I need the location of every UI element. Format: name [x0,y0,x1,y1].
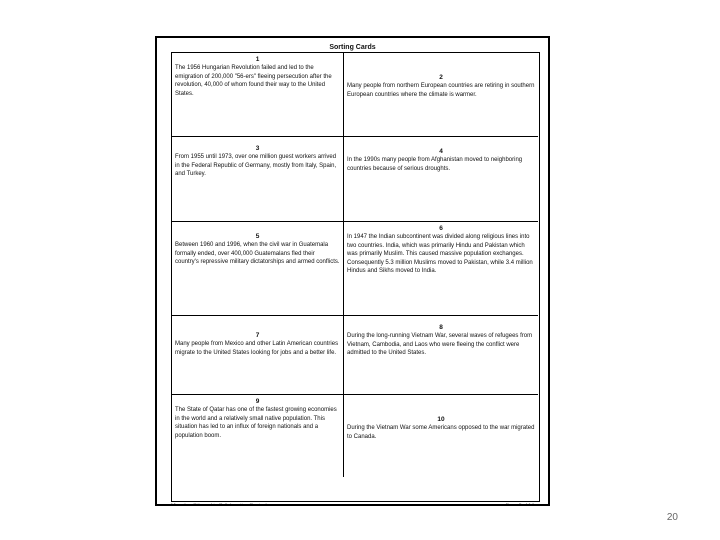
sorting-card-8 [344,316,538,395]
card-number: 2 [439,74,443,81]
card-text: The State of Qatar has one of the fastest growing economies in the world and a relatively small native population. This situation has led to an influx of foreign nationals and a population boom. [175,407,337,439]
card-number: 9 [255,398,260,405]
sorting-card-9 [172,395,344,477]
card-text: Many people from northern European countries are retiring in southern European countries where the climate is warmer. [347,83,535,98]
document-title: Sorting Cards [329,44,376,51]
card-number: 1 [255,56,260,63]
footer-page-text: Page 2 of 14 [505,503,534,506]
card-number: 8 [439,324,443,331]
sorting-card-5 [172,222,344,316]
document-page [155,36,550,506]
card-number: 3 [255,145,260,152]
card-text: During the long-running Vietnam War, several waves of refugees from Vietnam, Cambodia, and Laos who were fleeing the conflict were admitted to the United States. [347,333,533,357]
card-text: The 1956 Hungarian Revolution failed and led to the emigration of 200,000 "56-ers" fleeing persecution after the revolution, 40,000 of whom found their way to the United States. [175,65,332,97]
card-number: 4 [439,148,443,155]
sorting-cards-grid [171,52,540,502]
sorting-card-4 [344,137,538,222]
document-footer [171,503,534,506]
sorting-card-7 [172,316,344,395]
sorting-card-3 [172,137,344,222]
card-text: Many people from Mexico and other Latin American countries migrate to the United States looking for jobs and a better life. [175,341,339,356]
slide-number: 20 [666,512,678,523]
card-number: 6 [439,225,443,232]
card-text: Between 1960 and 1996, when the civil war in Guatemala formally ended, over 400,000 Guatemalans fled their country's repressive military dictatorships and armed conflicts. [175,242,340,266]
sorting-card-6 [344,222,538,316]
sorting-card-1 [172,53,344,137]
sorting-card-2 [344,53,538,137]
sorting-card-10 [344,395,538,477]
footer-left-text: Migration Citizenship Collaborative Curriculum [171,503,274,506]
card-text: In the 1990s many people from Afghanistan moved to neighboring countries because of serious droughts. [347,157,523,172]
card-number: 7 [255,332,260,339]
card-text: During the Vietnam War some Americans opposed to the war migrated to Canada. [347,425,535,440]
card-text: In 1947 the Indian subcontinent was divided along religious lines into two countries. India, which was primarily Hindu and Pakistan which was primarily Muslim. This caused massive population exchanges. Consequently 5.3 million Muslims moved to Pakistan, while 3.4 million Hindus and Sikhs moved to India. [347,234,533,275]
card-number: 5 [255,233,260,240]
card-text: From 1955 until 1973, over one million guest workers arrived in the Federal Republic of Germany, mostly from Italy, Spain, and Turkey. [175,154,337,178]
card-number: 10 [437,416,445,423]
